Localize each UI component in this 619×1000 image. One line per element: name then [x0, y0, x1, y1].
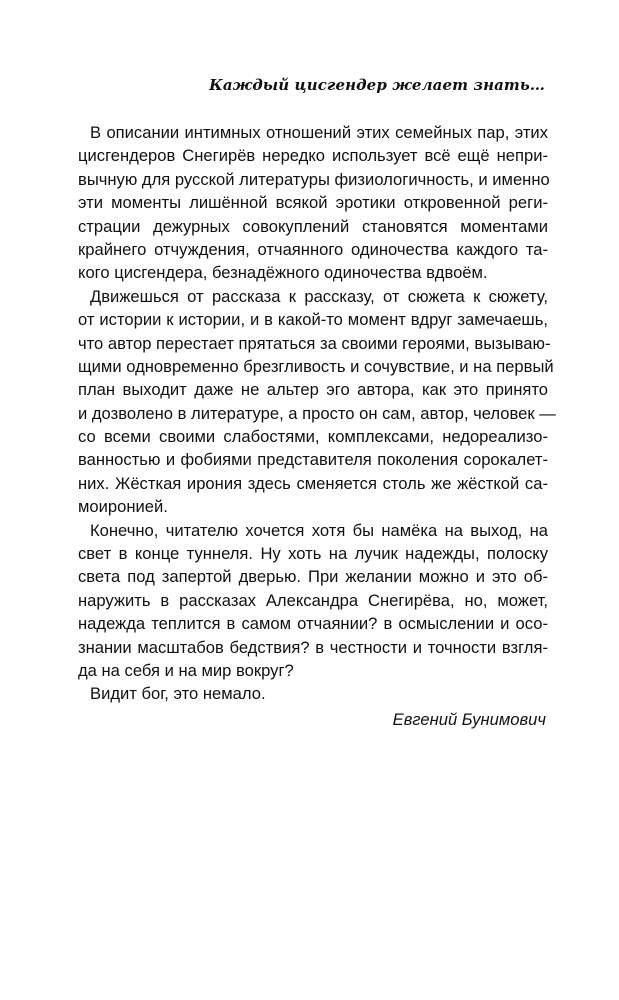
text-line: Видит бог, это немало. — [90, 684, 266, 704]
paragraph-4 — [78, 682, 548, 705]
text-line: знании масштабов бедствия? в честности и точности взгля- — [78, 637, 548, 657]
text-line: да на себя и на мир вокруг? — [78, 660, 294, 680]
text-line: щими одновременно брезгливость и сочувствие, и на первый — [78, 356, 554, 376]
text-line: наружить в рассказах Александра Снегирёва, но, может, — [78, 590, 548, 610]
text-line: крайнего отчуждения, отчаянного одиночества каждого та- — [78, 239, 548, 259]
text-line: моиронией. — [78, 497, 168, 517]
text-line: них. Жёсткая ирония здесь сменяется столь же жёсткой са- — [78, 473, 548, 493]
text-line: эти моменты лишённой всякой эротики откровенной реги- — [78, 193, 548, 213]
paragraph-2 — [78, 285, 556, 519]
text-line: свет в конце туннеля. Ну хоть на лучик надежды, полоску — [78, 544, 548, 564]
text-line: план выходит даже не альтер эго автора, как это принято — [78, 380, 548, 400]
text-line: со всеми своими слабостями, комплексами, недореализо- — [78, 427, 548, 447]
text-line: страции дежурных совокуплений становятся моментами — [78, 216, 548, 236]
body-text — [78, 121, 556, 706]
paragraph-3 — [78, 519, 548, 683]
text-line: Конечно, читателю хочется хотя бы намёка на выход, на — [90, 520, 548, 540]
text-line: что автор перестает прятаться за своими героями, вызываю- — [78, 333, 551, 353]
text-line: от истории к истории, и в какой-то момент вдруг замечаешь, — [78, 310, 548, 330]
text-line: надежда теплится в самом отчаянии? в осмыслении и осо- — [78, 614, 548, 634]
text-line: ванностью и фобиями представителя поколения сорокалет- — [78, 450, 548, 470]
text-line: и дозволено в литературе, а просто он сам, автор, человек — — [78, 403, 556, 423]
text-line: вычную для русской литературы физиологичность, и именно — [78, 169, 550, 189]
text-line: В описании интимных отношений этих семейных пар, этих — [90, 123, 548, 142]
text-line: кого цисгендера, безнадёжного одиночества вдвоём. — [78, 263, 488, 283]
running-head: Каждый цисгендер желает знать… — [209, 76, 545, 94]
text-line: Движешься от рассказа к рассказу, от сюжета к сюжету, — [90, 286, 548, 306]
text-line: света под запертой дверью. При желании можно и это об- — [78, 567, 548, 587]
paragraph-1 — [78, 121, 548, 285]
author-signature: Евгений Бунимович — [392, 710, 546, 729]
text-line: цисгендеров Снегирёв нередко использует всё ещё непри- — [78, 146, 548, 166]
